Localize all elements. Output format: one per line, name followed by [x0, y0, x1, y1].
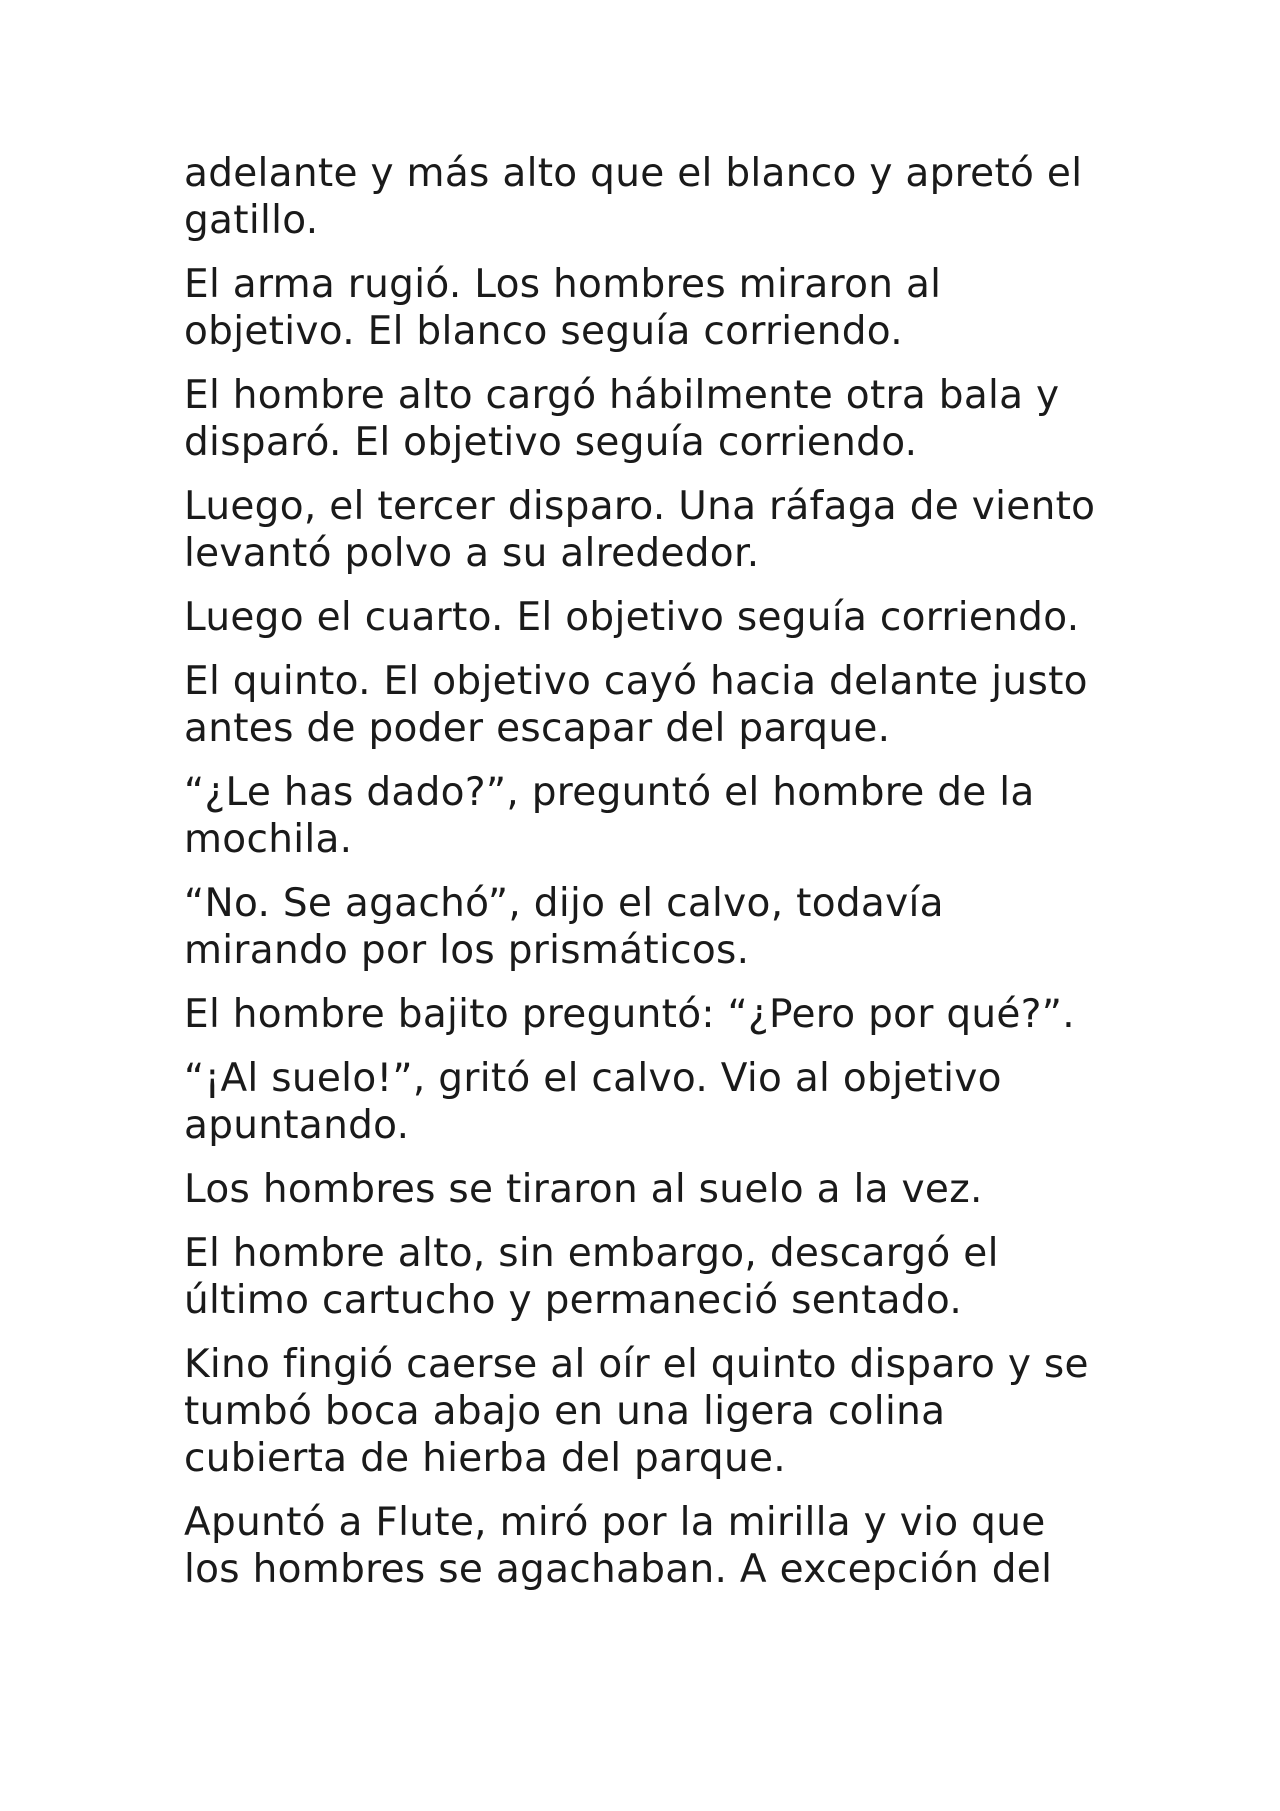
text-line: Apuntó a Flute, miró por la mirilla y vio que — [184, 1500, 1046, 1545]
text-line: El hombre alto cargó hábilmente otra bala y — [184, 373, 1060, 418]
paragraph — [184, 150, 1124, 244]
paragraph — [184, 1341, 1124, 1482]
paragraph — [184, 769, 1124, 863]
text-line: El hombre alto, sin embargo, descargó el — [184, 1231, 999, 1276]
text-line: Kino fingió caerse al oír el quinto disparo y se — [184, 1342, 1089, 1387]
text-line: Luego el cuarto. El objetivo seguía corriendo. — [184, 595, 1080, 640]
text-line: mirando por los prismáticos. — [184, 928, 750, 973]
paragraph — [184, 483, 1124, 577]
text-line: disparó. El objetivo seguía corriendo. — [184, 420, 918, 465]
text-line: adelante y más alto que el blanco y apretó el — [184, 151, 1083, 196]
text-line: gatillo. — [184, 198, 319, 243]
text-line: cubierta de hierba del parque. — [184, 1436, 786, 1481]
text-line: antes de poder escapar del parque. — [184, 706, 891, 751]
text-line: El arma rugió. Los hombres miraron al — [184, 262, 942, 307]
paragraph — [184, 1166, 1124, 1213]
paragraph — [184, 372, 1124, 466]
text-line: mochila. — [184, 817, 353, 862]
text-line: último cartucho y permaneció sentado. — [184, 1278, 963, 1323]
text-line: Luego, el tercer disparo. Una ráfaga de viento — [184, 484, 1096, 529]
paragraph — [184, 658, 1124, 752]
paragraph — [184, 1055, 1124, 1149]
paragraph — [184, 1230, 1124, 1324]
paragraph — [184, 880, 1124, 974]
text-line: Los hombres se tiraron al suelo a la vez. — [184, 1167, 983, 1212]
text-line: levantó polvo a su alrededor. — [184, 531, 760, 576]
paragraph — [184, 991, 1124, 1038]
text-line: El hombre bajito preguntó: “¿Pero por qué?”. — [184, 992, 1075, 1037]
page-text — [184, 150, 1124, 1610]
text-line: “No. Se agachó”, dijo el calvo, todavía — [184, 881, 944, 926]
text-line: “¡Al suelo!”, gritó el calvo. Vio al objetivo — [184, 1056, 1002, 1101]
paragraph — [184, 261, 1124, 355]
paragraph — [184, 594, 1124, 641]
text-line: apuntando. — [184, 1103, 410, 1148]
text-line: objetivo. El blanco seguía corriendo. — [184, 309, 903, 354]
paragraph — [184, 1499, 1124, 1593]
text-line: El quinto. El objetivo cayó hacia delante justo — [184, 659, 1088, 704]
text-line: los hombres se agachaban. A excepción del — [184, 1547, 1053, 1592]
text-line: “¿Le has dado?”, preguntó el hombre de la — [184, 770, 1035, 815]
text-line: tumbó boca abajo en una ligera colina — [184, 1389, 946, 1434]
